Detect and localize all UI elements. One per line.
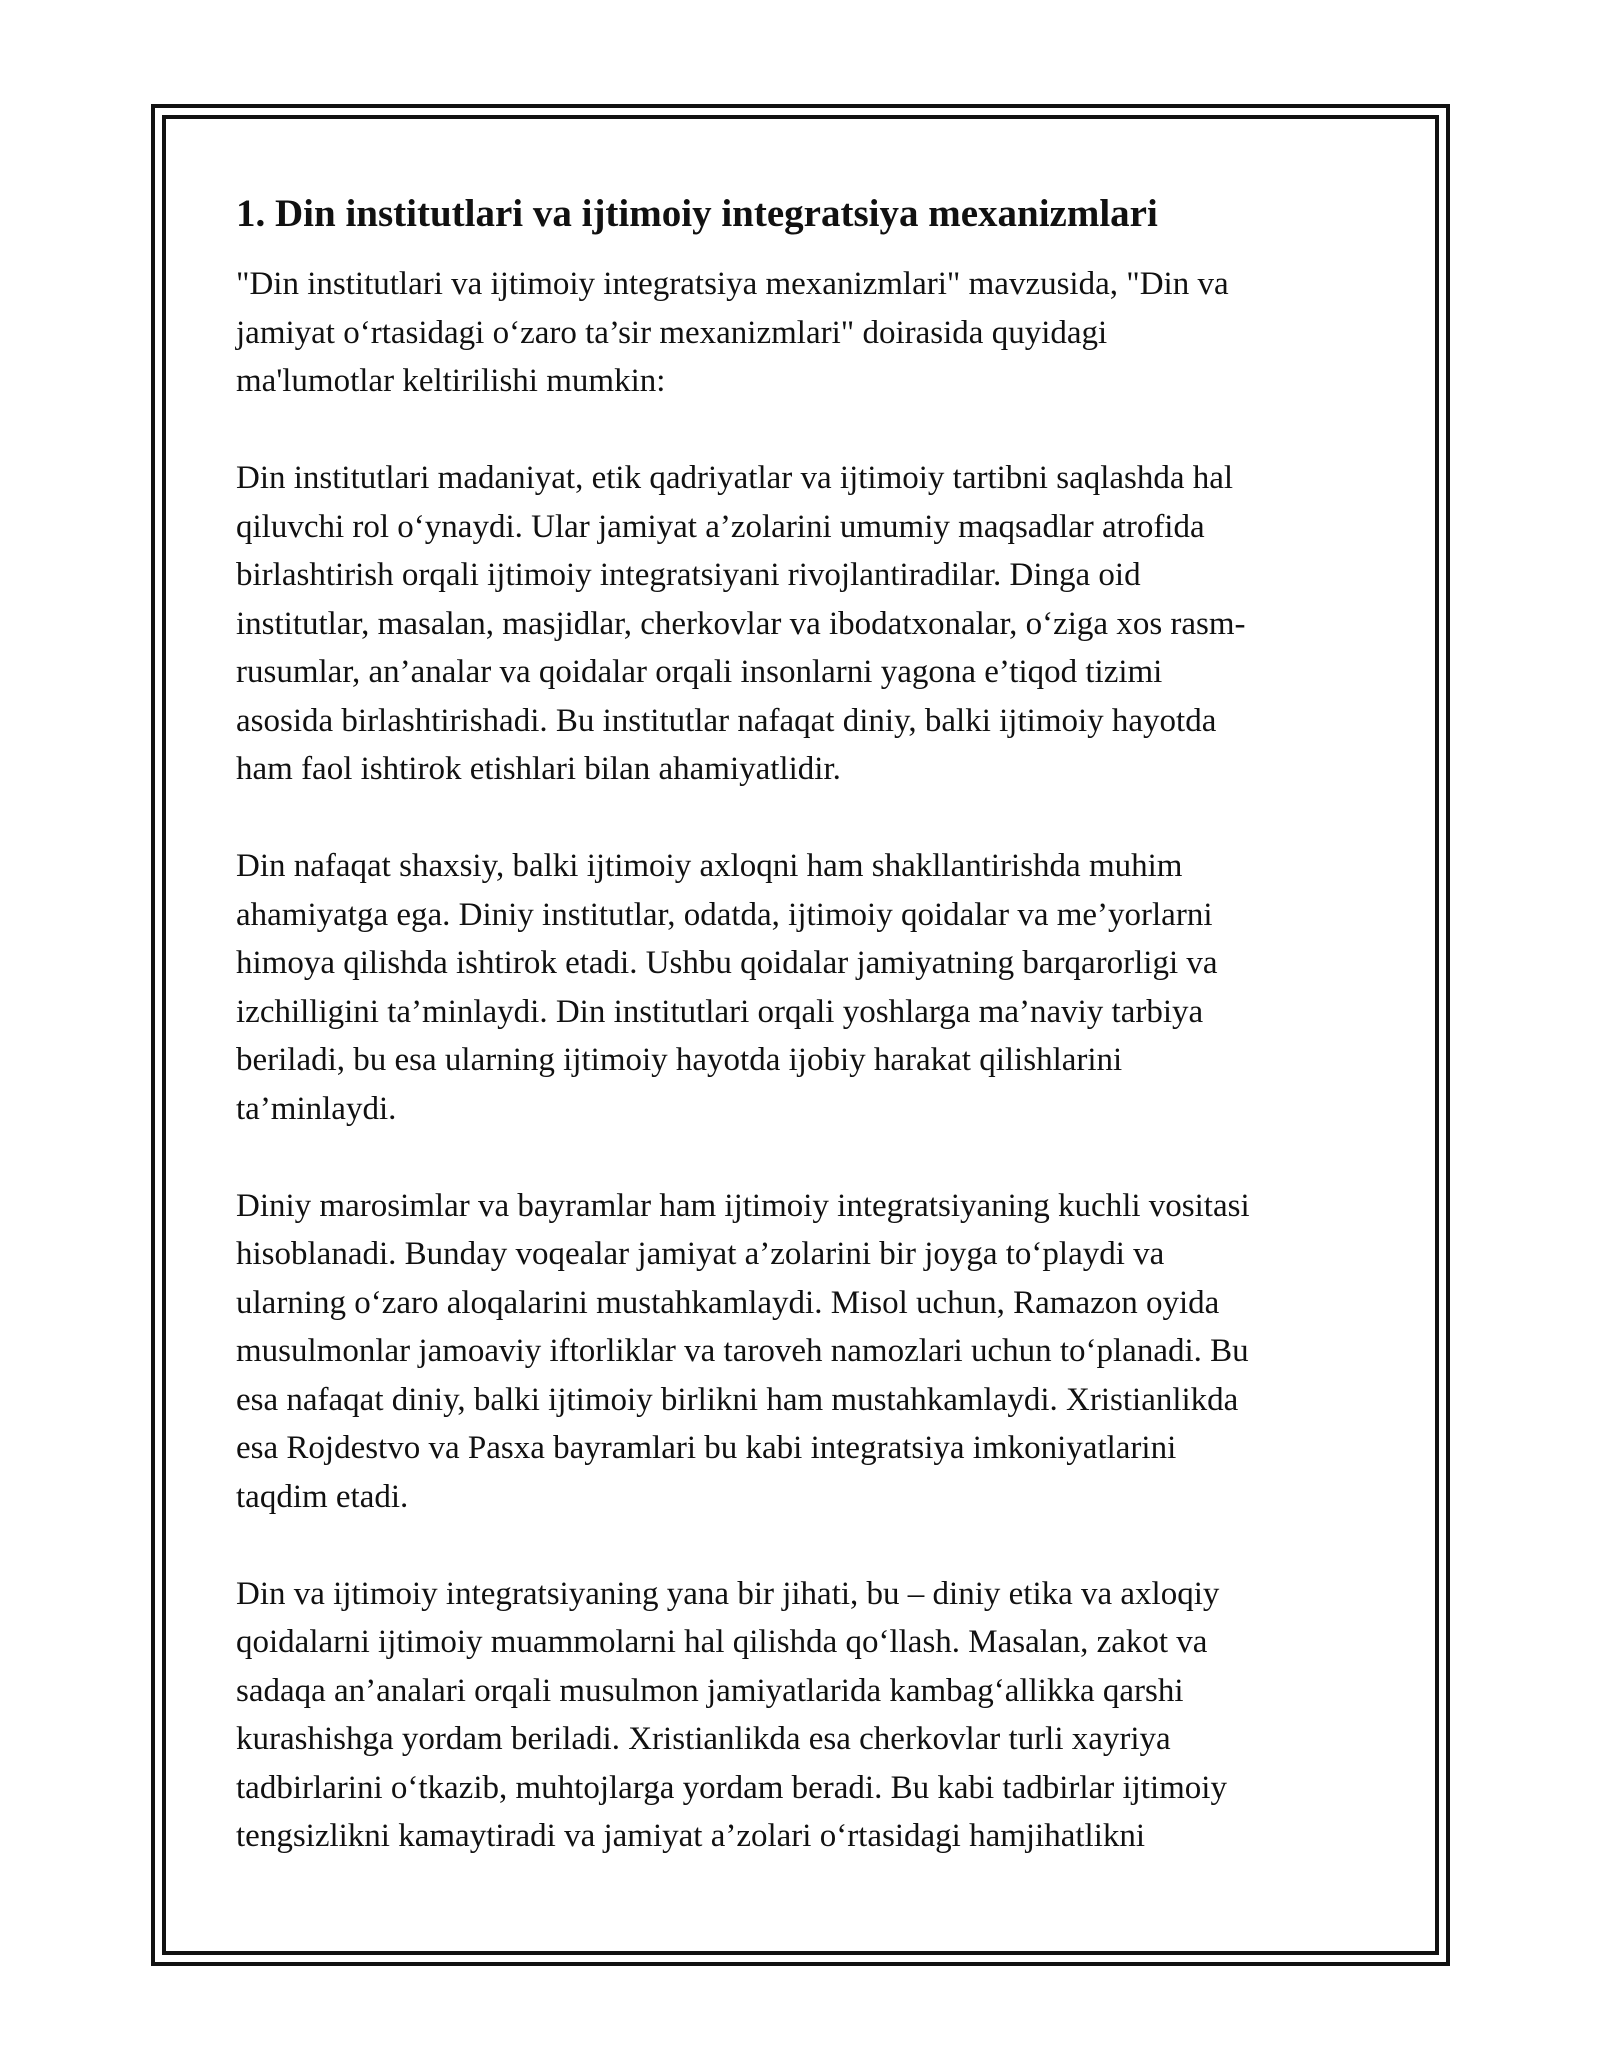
text-line: qoidalarni ijtimoiy muammolarni hal qilishda qo‘llash. Masalan, zakot va: [236, 1624, 1208, 1660]
text-line: tengsizlikni kamaytiradi va jamiyat a’zolari o‘rtasidagi hamjihatlikni: [236, 1818, 1146, 1854]
document-body: [236, 186, 1376, 1909]
text-line: Din nafaqat shaxsiy, balki ijtimoiy axloqni ham shakllantirishda muhim: [236, 848, 1183, 884]
text-line: kurashishga yordam beriladi. Xristianlikda esa cherkovlar turli xayriya: [236, 1721, 1171, 1757]
text-line: musulmonlar jamoaviy iftorliklar va taroveh namozlari uchun to‘planadi. Bu: [236, 1333, 1249, 1369]
text-line: "Din institutlari va ijtimoiy integratsiya mexanizmlari" mavzusida, "Din va: [236, 266, 1229, 302]
text-line: hisoblanadi. Bunday voqealar jamiyat a’zolarini bir joyga to‘playdi va: [236, 1236, 1165, 1272]
text-line: himoya qilishda ishtirok etadi. Ushbu qoidalar jamiyatning barqarorligi va: [236, 945, 1218, 981]
text-line: izchilligini ta’minlaydi. Din institutlari orqali yoshlarga ma’naviy tarbiya: [236, 993, 1204, 1030]
paragraph-intro: [236, 260, 1376, 406]
text-line: ta’minlaydi.: [236, 1090, 397, 1127]
paragraph-ceremonies: [236, 1182, 1376, 1522]
text-line: taqdim etadi.: [236, 1478, 409, 1515]
text-line: tadbirlarini o‘tkazib, muhtojlarga yordam beradi. Bu kabi tadbirlar ijtimoiy: [236, 1769, 1227, 1806]
text-line: jamiyat o‘rtasidagi o‘zaro ta’sir mexanizmlari" doirasida quyidagi: [236, 314, 1108, 351]
text-line: ham faol ishtirok etishlari bilan ahamiyatlidir.: [236, 751, 841, 787]
text-line: institutlar, masalan, masjidlar, cherkovlar va ibodatxonalar, o‘ziga xos rasm-: [236, 605, 1246, 642]
paragraph-morality: [236, 842, 1376, 1133]
text-line: esa Rojdestvo va Pasxa bayramlari bu kabi integratsiya imkoniyatlarini: [236, 1430, 1177, 1466]
text-line: rusumlar, an’analar va qoidalar orqali insonlarni yagona e’tiqod tizimi: [236, 654, 1163, 690]
paragraph-ethics: [236, 1570, 1376, 1861]
text-line: birlashtirish orqali ijtimoiy integratsiyani rivojlantiradilar. Dinga oid: [236, 557, 1141, 593]
text-line: Diniy marosimlar va bayramlar ham ijtimoiy integratsiyaning kuchli vositasi: [236, 1187, 1250, 1224]
text-line: asosida birlashtirishadi. Bu institutlar nafaqat diniy, balki ijtimoiy hayotda: [236, 702, 1217, 739]
section-heading: 1. Din institutlari va ijtimoiy integratsiya mexanizmlari: [236, 192, 1158, 235]
text-line: ma'lumotlar keltirilishi mumkin:: [236, 363, 666, 399]
text-line: beriladi, bu esa ularning ijtimoiy hayotda ijobiy harakat qilishlarini: [236, 1042, 1123, 1078]
text-line: ahamiyatga ega. Diniy institutlar, odatda, ijtimoiy qoidalar va me’yorlarni: [236, 896, 1213, 933]
text-line: sadaqa an’analari orqali musulmon jamiyatlarida kambag‘allikka qarshi: [236, 1672, 1184, 1709]
text-line: qiluvchi rol o‘ynaydi. Ular jamiyat a’zolarini umumiy maqsadlar atrofida: [236, 508, 1205, 545]
text-line: esa nafaqat diniy, balki ijtimoiy birlikni ham mustahkamlaydi. Xristianlikda: [236, 1381, 1239, 1418]
text-line: ularning o‘zaro aloqalarini mustahkamlaydi. Misol uchun, Ramazon oyida: [236, 1284, 1220, 1321]
paragraph-institutions: [236, 454, 1376, 794]
text-line: Din institutlari madaniyat, etik qadriyatlar va ijtimoiy tartibni saqlashda hal: [236, 460, 1234, 496]
text-line: Din va ijtimoiy integratsiyaning yana bir jihati, bu – diniy etika va axloqiy: [236, 1575, 1220, 1612]
